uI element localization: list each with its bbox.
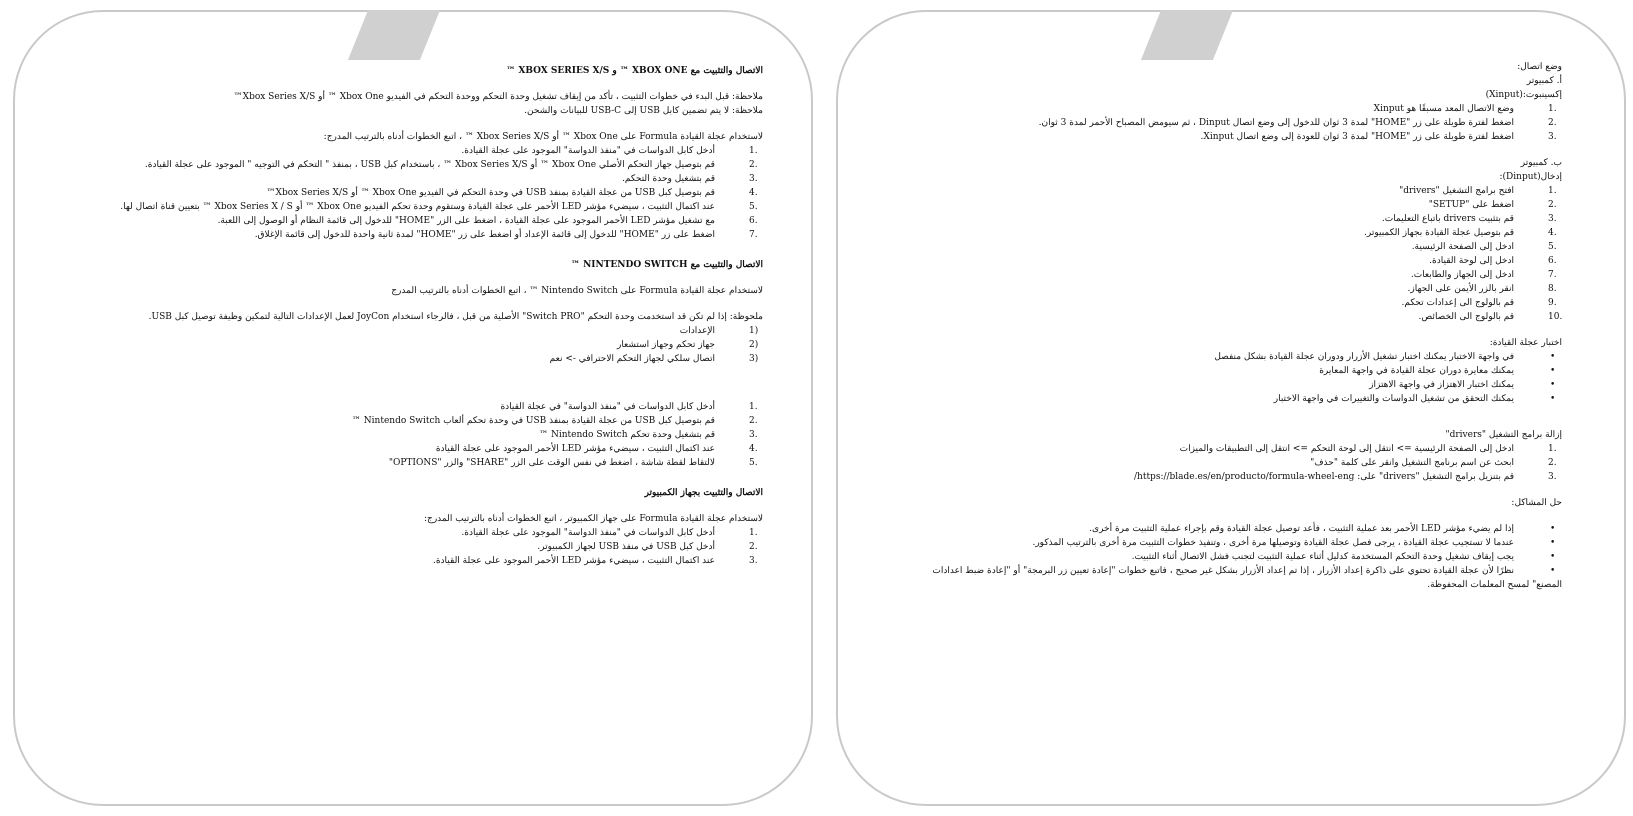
left-page-content [63, 60, 763, 568]
xbox-section-title: الاتصال والتثبيت مع XBOX ONE ™ و XBOX SERIES X/S ™ [506, 66, 763, 76]
troubleshooting-title: حل المشاكل: [1511, 498, 1562, 508]
list-item: • إذا لم يضيء مؤشر LED الأحمر بعد عملية التثبيت ، فأعد توصيل عجلة القيادة وقم بإجراء عملية التثبيت مرة أخرى. [1089, 524, 1556, 534]
list-item: • نظرًا لأن عجلة القيادة تحتوي على ذاكرة إعداد الأزرار ، إذا تم إعداد الأزرار بشكل غير صحيح ، فاتبع خطوات "إعادة تعيين زر البرمجة" أو "إعادة ضبط اعدادات [932, 566, 1556, 576]
list-item: 7. ادخل إلى الجهاز والطابعات. [1410, 270, 1557, 280]
list-item: 1. وضع الاتصال المعد مسبقًا هو Xinput [1373, 104, 1557, 114]
pc-intro: لاستخدام عجلة القيادة Formula على جهاز الكمبيوتر ، اتبع الخطوات أدناه بالترتيب المدرج: [423, 514, 763, 524]
list-item: 3) اتصال سلكي لجهاز التحكم الاحترافي -> نعم [549, 354, 759, 364]
xbox-note-1: ملاحظة: قبل البدء في خطوات التثبيت ، تأكد من إيقاف تشغيل وحدة التحكم ووحدة التحكم في الفيديو Xbox One ™ أو Xbox Series X/S™ [233, 92, 763, 102]
switch-intro: لاستخدام عجلة القيادة Formula على Nintendo Switch ™ ، اتبع الخطوات أدناه بالترتيب المدرج [391, 286, 763, 296]
list-item: 5. لالتقاط لقطة شاشة ، اضغط في نفس الوقت على الزر "SHARE" والزر "OPTIONS" [388, 458, 758, 468]
list-item: 2. أدخل كبل USB في منفذ USB لجهاز الكمبيوتر. [537, 542, 758, 552]
switch-steps-list [63, 400, 763, 470]
remove-drivers-title: إزالة برامج التشغيل "drivers" [1445, 430, 1562, 440]
list-item: 1. أدخل كابل الدواسات في "منفذ الدواسة" الموجود على عجلة القيادة. [461, 528, 758, 538]
list-item: • يمكنك معايرة دوران عجلة القيادة في واجهة المعايرة [1319, 366, 1556, 376]
dinput-title: إدخال(Dinput): [1499, 172, 1562, 182]
page-tab-decoration [348, 10, 440, 60]
list-item: 9. قم بالولوج الى إعدادات تحكم. [1401, 298, 1557, 308]
section-b-title: ب. كمبيوتر [1520, 158, 1562, 168]
troubleshooting-tail: المصنع" لمسح المعلمات المحفوظة. [1427, 580, 1562, 590]
list-item: 4. قم بتوصيل عجلة القيادة بجهاز الكمبيوتر. [1364, 228, 1557, 238]
list-item: 5. عند اكتمال التثبيت ، سيضيء مؤشر LED الأحمر على عجلة القيادة وستقوم وحدة تحكم الفيديو Xbox One ™ أو Xbox Series X / S ™ بتعيين قناة اتصال لها. [120, 202, 758, 212]
list-item: 2) جهاز تحكم وجهاز استشعار [616, 340, 759, 350]
xbox-steps-list [63, 144, 763, 242]
list-item: 1. افتح برامج التشغيل "drivers" [1399, 186, 1557, 196]
list-item: 3. قم بتشغيل وحدة تحكم Nintendo Switch ™ [539, 430, 758, 440]
pc-steps-list [63, 526, 763, 568]
list-item: 2. اضغط على "SETUP" [1428, 200, 1557, 210]
list-item: • يجب إيقاف تشغيل وحدة التحكم المستخدمة كدليل أثناء عملية التثبيت لتجنب فشل الاتصال أثناء التثبيت. [1131, 552, 1556, 562]
list-item: 3. اضغط لفترة طويلة على زر "HOME" لمدة 3 ثوان للعودة إلى وضع اتصال Xinput. [1200, 132, 1557, 142]
list-item: 2. ابحث عن اسم برنامج التشغيل وانقر على كلمة "حذف" [1310, 458, 1557, 468]
xbox-intro: لاستخدام عجلة القيادة Formula على Xbox One ™ أو Xbox Series X/S ™ ، اتبع الخطوات أدناه بالترتيب المدرج: [323, 132, 763, 142]
list-item: 3. عند اكتمال التثبيت ، سيضيء مؤشر LED الأحمر الموجود على عجلة القيادة. [432, 556, 758, 566]
list-item: • يمكنك التحقق من تشغيل الدواسات والتغييرات في واجهة الاختبار [1273, 394, 1556, 404]
list-item: 8. انقر بالزر الأيمن على الجهاز. [1407, 284, 1557, 294]
list-item: 5. ادخل إلى الصفحة الرئيسية. [1411, 242, 1557, 252]
left-page [13, 10, 813, 806]
right-page-content [862, 60, 1562, 592]
list-item: 3. قم بتشغيل وحدة التحكم. [622, 174, 758, 184]
dinput-steps-list [862, 184, 1562, 324]
xinput-steps-list [862, 102, 1562, 144]
list-item: 1. أدخل كابل الدواسات في "منفذ الدواسة" في عجلة القيادة [500, 402, 758, 412]
list-item: 6. ادخل إلى لوحة القيادة. [1429, 256, 1557, 266]
list-item: 4. عند اكتمال التثبيت ، سيضيء مؤشر LED الأحمر الموجود على عجلة القيادة [435, 444, 758, 454]
right-page [836, 10, 1626, 806]
test-bullets-list [862, 350, 1562, 406]
list-item: • يمكنك اختبار الاهتزاز في واجهة الاهتزاز [1369, 380, 1556, 390]
pc-section-title: الاتصال والتثبيت بجهاز الكمبيوتر [644, 488, 763, 498]
list-item: 3. قم بتنزيل برامج التشغيل "drivers" على: https://blade.es/en/producto/formula-wheel-eng/ [1133, 472, 1557, 482]
list-item: 10. قم بالولوج الى الخصائص. [1418, 312, 1563, 322]
section-a-title: أ. كمبيوتر [1526, 76, 1562, 86]
list-item: 6. مع تشغيل مؤشر LED الأحمر الموجود على عجلة القيادة ، اضغط على الزر "HOME" للدخول إلى قائمة النظام أو الوصول إلى اللعبة. [217, 216, 758, 226]
page-tab-decoration [1141, 10, 1233, 60]
xbox-note-2: ملاحظة: لا يتم تضمين كابل USB إلى USB-C للبيانات والشحن. [524, 106, 763, 116]
xinput-title: إكسينبوت:(Xinput) [1485, 90, 1562, 100]
list-item: • عندما لا تستجيب عجلة القيادة ، يرجى فصل عجلة القيادة وتوصيلها مرة أخرى ، وتنفيذ خطوات التثبيت مرة أخرى بالترتيب المذكور. [1032, 538, 1556, 548]
test-title: اختبار عجلة القيادة: [1489, 338, 1562, 348]
switch-section-title: الاتصال والتثبيت مع NINTENDO SWITCH ™ [570, 260, 763, 270]
list-item: 1) الإعدادات [679, 326, 759, 336]
list-item: 1. ادخل إلى الصفحة الرئيسية => انتقل إلى لوحة التحكم => انتقل إلى التطبيقات والميزات [1179, 444, 1557, 454]
list-item: 2. اضغط لفترة طويلة على زر "HOME" لمدة 3 ثوان للدخول إلى وضع اتصال Dinput ، ثم سيومض المصباح الأحمر لمدة 3 ثوان. [1038, 118, 1557, 128]
list-item: 3. قم بتثبيت drivers باتباع التعليمات. [1381, 214, 1557, 224]
list-item: 7. اضغط على زر "HOME" للدخول إلى قائمة الإعداد أو اضغط على زر "HOME" لمدة ثانية واحدة للدخول إلى قائمة الإغلاق. [254, 230, 758, 240]
switch-settings-list [63, 324, 763, 366]
list-item: • في واجهة الاختبار يمكنك اختبار تشغيل الأزرار ودوران عجلة القيادة بشكل منفصل [1214, 352, 1556, 362]
switch-note: ملحوظة: إذا لم تكن قد استخدمت وحدة التحكم "Switch PRO" الأصلية من قبل ، فالرجاء استخدام JoyCon لعمل الإعدادات التالية لتمكين وظيفة توصيل كبل USB. [148, 312, 763, 322]
mode-title: وضع اتصال: [1517, 62, 1562, 72]
list-item: 1. أدخل كابل الدواسات في "منفذ الدواسة" الموجود على عجلة القيادة. [461, 146, 758, 156]
list-item: 2. قم بتوصيل جهاز التحكم الأصلي Xbox One ™ أو Xbox Series X/S ™ ، باستخدام كبل USB ، بمنفذ " التحكم في التوجيه " الموجود على عجلة القيادة. [144, 160, 758, 170]
remove-steps-list [862, 442, 1562, 484]
list-item: 2. قم بتوصيل كبل USB من عجلة القيادة بمنفذ USB في وحدة تحكم ألعاب Nintendo Switch ™ [351, 416, 758, 426]
list-item: 4. قم بتوصيل كبل USB من عجلة القيادة بمنفذ USB في وحدة التحكم في الفيديو Xbox One ™ أو Xbox Series X/S™ [266, 188, 758, 198]
troubleshooting-list [862, 522, 1562, 578]
